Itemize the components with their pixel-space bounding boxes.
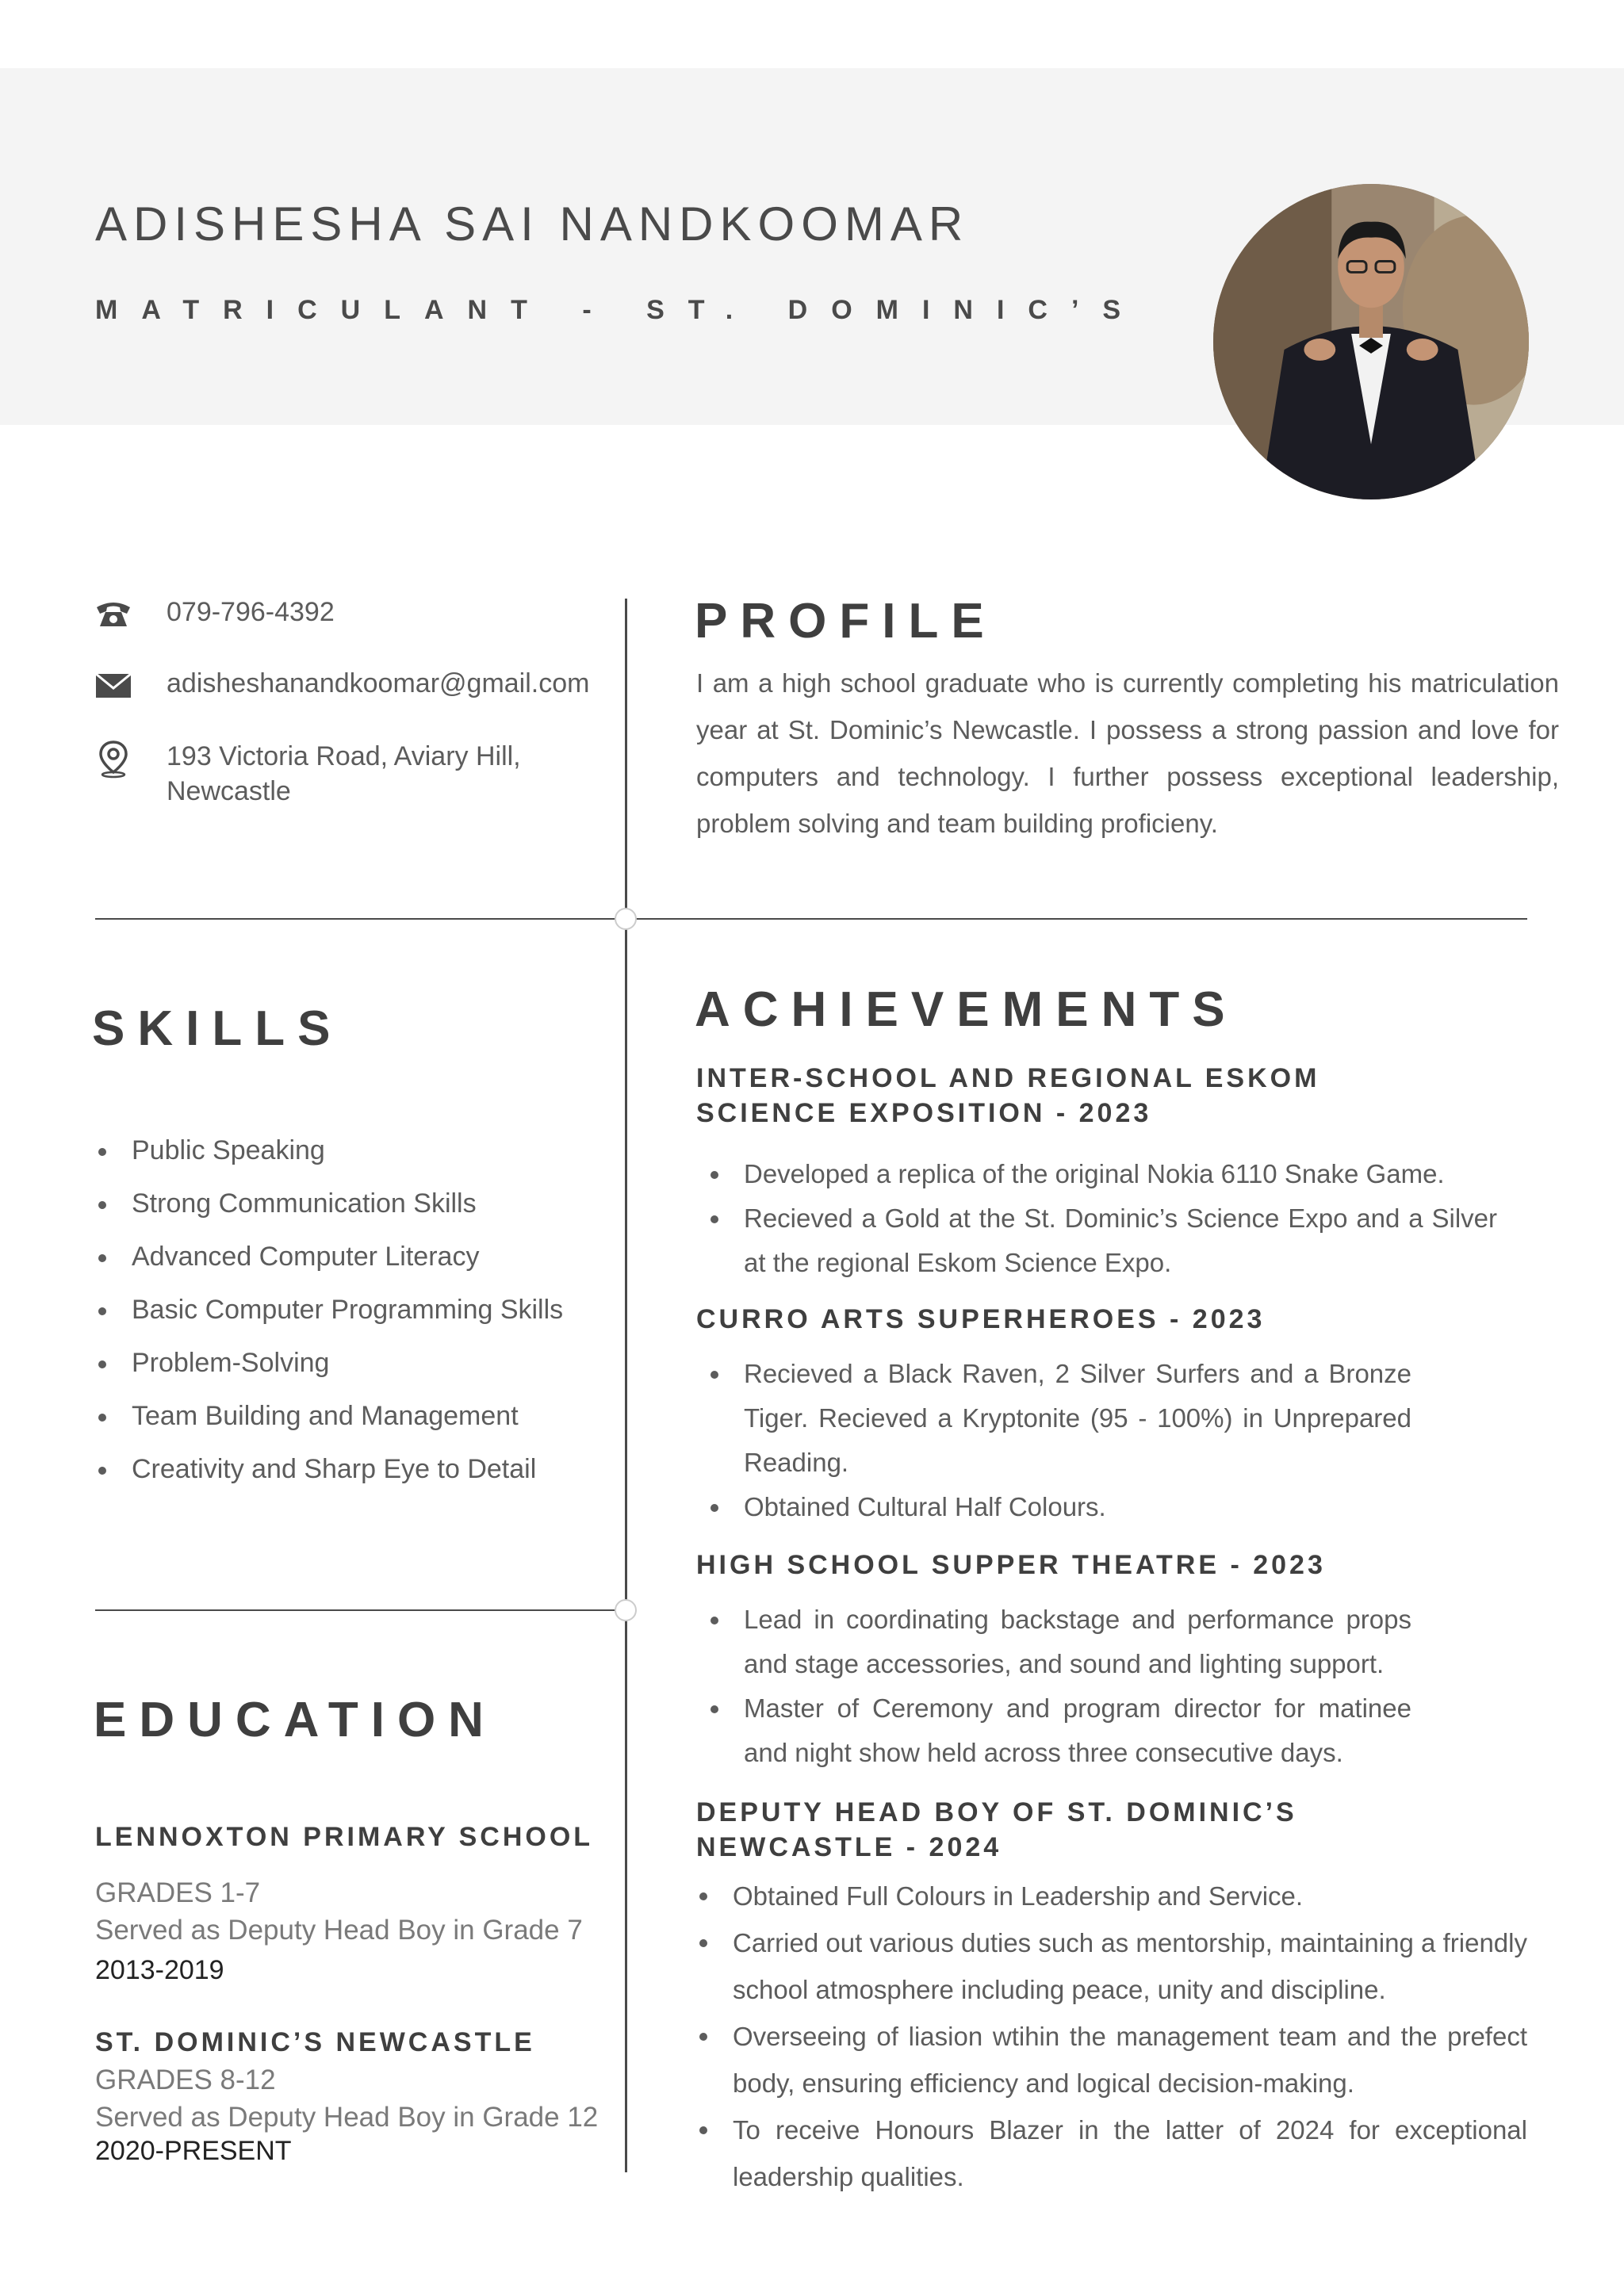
achievement-bullet: To receive Honours Blazer in the latter of 2024 for exceptional leadership qualities. [685, 2107, 1527, 2200]
skills-list [94, 1124, 563, 1496]
achievement-bullets [696, 1152, 1497, 1285]
contact-email-row [94, 666, 611, 706]
contact-email: adisheshanandkoomar@gmail.com [167, 668, 590, 698]
skill-item: Team Building and Management [94, 1390, 563, 1443]
education-years: 2020-PRESENT [95, 2136, 292, 2166]
achievement-heading-line: NEWCASTLE - 2024 [696, 1832, 1002, 1862]
achievement-heading-line: HIGH SCHOOL SUPPER THEATRE - 2023 [696, 1550, 1326, 1580]
skill-item: Basic Computer Programming Skills [94, 1284, 563, 1337]
skill-item: Strong Communication Skills [94, 1177, 563, 1230]
achievement-bullet: Carried out various duties such as mentorship, maintaining a friendly school atmosphere including peace, unity and discipline. [685, 1919, 1527, 2013]
contact-phone: 079-796-4392 [167, 597, 335, 627]
achievement-heading-line: SCIENCE EXPOSITION - 2023 [696, 1098, 1152, 1128]
education-title: EDUCATION [94, 1693, 496, 1747]
education-school-name: LENNOXTON PRIMARY SCHOOL [95, 1822, 594, 1852]
achievement-bullet: Developed a replica of the original Nokia 6110 Snake Game. [696, 1152, 1497, 1196]
horizontal-divider-left [95, 1609, 625, 1611]
contact-address: 193 Victoria Road, Aviary Hill, Newcastle [167, 741, 521, 806]
skill-item: Advanced Computer Literacy [94, 1230, 563, 1284]
achievement-bullet: Obtained Full Colours in Leadership and Service. [685, 1873, 1527, 1919]
achievement-bullet: Overseeing of liasion wtihin the management team and the prefect body, ensuring efficiency and logical decision-making. [685, 2013, 1527, 2107]
achievement-bullets [696, 1352, 1411, 1529]
profile-text: I am a high school graduate who is currently completing his matriculation year at St. Dominic’s Newcastle. I possess a strong passion and love for computers and technology. I further possess exceptional leadership, problem solving and team building proficieny. [696, 668, 1559, 838]
education-school-name: ST. DOMINIC’S NEWCASTLE [95, 2027, 535, 2057]
candidate-subtitle: MATRICULANT - ST. DOMINIC’S [95, 295, 1145, 325]
achievement-bullet: Lead in coordinating backstage and performance props and stage accessories, and sound and lighting support. [696, 1598, 1411, 1686]
skill-item: Public Speaking [94, 1124, 563, 1177]
achievement-heading-line: DEPUTY HEAD BOY OF ST. DOMINIC’S [696, 1797, 1297, 1827]
profile-title: PROFILE [695, 594, 997, 649]
achievement-heading-line: CURRO ARTS SUPERHEROES - 2023 [696, 1304, 1266, 1334]
achievement-heading [696, 1061, 1320, 1131]
horizontal-divider-top [95, 918, 1527, 920]
achievements-title: ACHIEVEMENTS [695, 982, 1238, 1037]
skill-item: Creativity and Sharp Eye to Detail [94, 1443, 563, 1496]
achievement-heading-line: INTER-SCHOOL AND REGIONAL ESKOM [696, 1063, 1320, 1093]
vertical-divider [625, 599, 627, 2172]
divider-node [615, 908, 637, 930]
achievement-bullet: Master of Ceremony and program director for matinee and night show held across three consecutive days. [696, 1686, 1411, 1775]
skill-item: Problem-Solving [94, 1337, 563, 1390]
achievement-bullet: Obtained Cultural Half Colours. [696, 1485, 1411, 1529]
achievement-heading [696, 1795, 1297, 1865]
profile-photo [1213, 184, 1529, 499]
achievement-bullet: Recieved a Black Raven, 2 Silver Surfers and a Bronze Tiger. Recieved a Kryptonite (95 - 100%) in Unprepared Reading. [696, 1352, 1411, 1485]
phone-icon [94, 595, 133, 634]
achievement-bullets [685, 1873, 1527, 2200]
divider-node [615, 1599, 637, 1621]
achievement-bullets [696, 1598, 1411, 1775]
contact-phone-row [94, 595, 611, 634]
education-grades: GRADES 8-12 [95, 2064, 276, 2095]
location-pin-icon [94, 739, 133, 779]
candidate-name: ADISHESHA SAI NANDKOOMAR [95, 197, 970, 251]
education-years: 2013-2019 [95, 1955, 224, 1985]
skills-title: SKILLS [92, 1001, 343, 1056]
achievement-bullet: Recieved a Gold at the St. Dominic’s Science Expo and a Silver at the regional Eskom Science Expo. [696, 1196, 1497, 1285]
achievement-heading [696, 1548, 1326, 1582]
contact-address-row [94, 739, 579, 809]
achievement-heading [696, 1302, 1265, 1337]
mail-icon [94, 666, 133, 706]
education-grades: GRADES 1-7 [95, 1877, 261, 1908]
education-role: Served as Deputy Head Boy in Grade 12 [95, 2102, 599, 2133]
education-role: Served as Deputy Head Boy in Grade 7 [95, 1915, 583, 1946]
